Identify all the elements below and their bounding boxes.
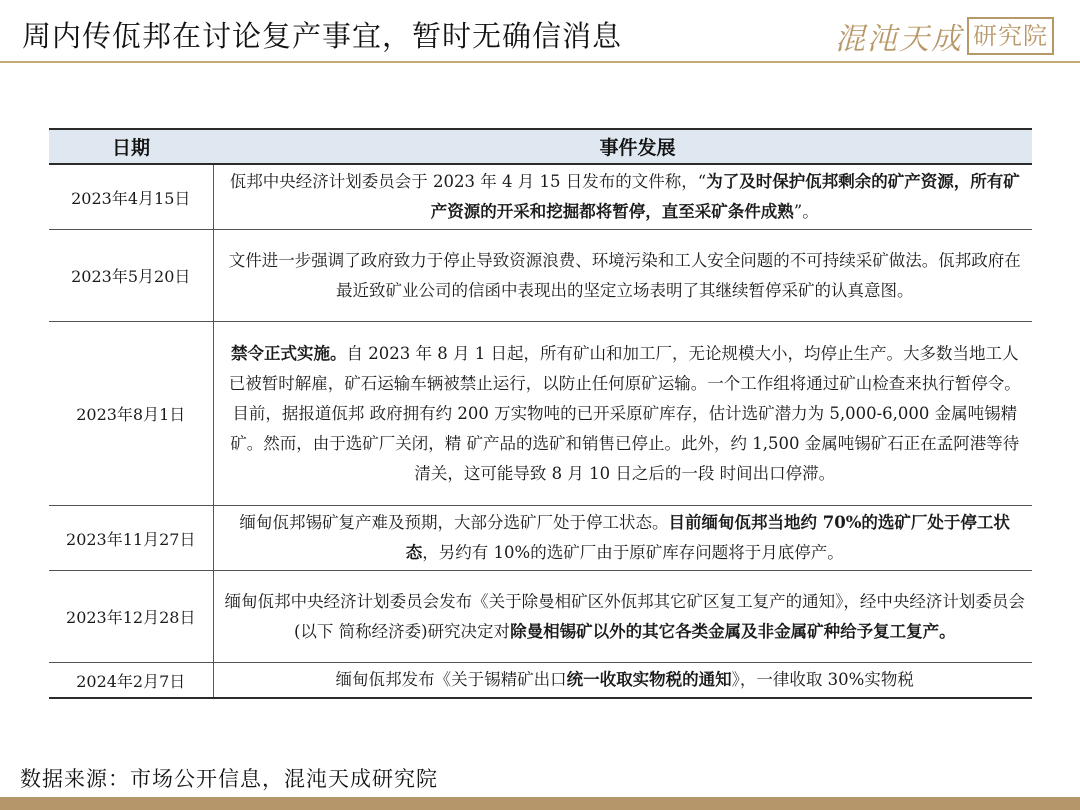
row-event-description xyxy=(213,663,1032,699)
event-text: 缅甸佤邦锡矿复产难及预期，大部分选矿厂处于停工状态。 xyxy=(239,513,669,532)
brand-logo xyxy=(835,14,1054,58)
event-text-bold: 统一收取实物税的通知 xyxy=(566,670,732,689)
row-date: 2023年5月20日 xyxy=(49,230,213,322)
event-text: ”。 xyxy=(793,202,819,221)
event-text-bold: 禁令正式实施。 xyxy=(231,343,347,363)
row-event-description xyxy=(213,164,1032,230)
table-row xyxy=(49,571,1032,663)
events-table xyxy=(49,128,1032,699)
event-text: 缅甸佤邦发布《关于锡精矿出口 xyxy=(335,670,567,689)
event-text-bold: 为了及时保护佤邦剩余的矿产资源，所有矿产资源的开采和挖掘都将暂停，直至采矿条件成熟 xyxy=(430,172,1020,221)
row-date: 2023年11月27日 xyxy=(49,506,213,571)
event-text-bold: 目前缅甸佤邦当地约 70%的选矿厂处于停工状态 xyxy=(405,513,1010,562)
row-event-description xyxy=(213,506,1032,571)
events-table-container xyxy=(49,128,1032,699)
row-event-description xyxy=(213,571,1032,663)
event-text-bold: 除曼相锡矿以外的其它各类金属及非金属矿种给予复工复产。 xyxy=(510,621,956,641)
table-row xyxy=(49,506,1032,571)
table-header-row xyxy=(49,129,1032,164)
event-text: 》，一律收取 30%实物税 xyxy=(731,670,914,689)
footer-bar xyxy=(0,797,1080,810)
table-row xyxy=(49,663,1032,699)
row-date: 2024年2月7日 xyxy=(49,663,213,699)
table-body xyxy=(49,164,1032,698)
page-title: 周内传佤邦在讨论复产事宜，暂时无确信消息 xyxy=(22,19,623,53)
table-row xyxy=(49,322,1032,506)
event-text: 佤邦中央经济计划委员会于 2023 年 4 月 15 日发布的文件称，“ xyxy=(229,172,707,191)
data-source-note: 数据来源：市场公开信息，混沌天成研究院 xyxy=(20,767,438,791)
row-event-description xyxy=(213,230,1032,322)
event-text: 缅甸佤邦中央经济计划委员会发布《关于除曼相矿区外佤邦其它矿区复工复产的通知》，经中央经济计划委员会(以下 简称经济委)研究决定对 xyxy=(224,591,1025,641)
page-header xyxy=(0,0,1080,62)
row-date: 2023年12月28日 xyxy=(49,571,213,663)
row-event-description xyxy=(213,322,1032,506)
logo-seal: 研究院 xyxy=(967,17,1054,55)
row-date: 2023年4月15日 xyxy=(49,164,213,230)
row-date: 2023年8月1日 xyxy=(49,322,213,506)
logo-text: 混沌天成 xyxy=(835,22,963,57)
event-text: 文件进一步强调了政府致力于停止导致资源浪费、环境污染和工人安全问题的不可持续采矿做法。佤邦政府在最近致矿业公司的信函中表现出的坚定立场表明了其继续暂停采矿的认真意图。 xyxy=(228,250,1021,300)
table-row xyxy=(49,164,1032,230)
header-divider xyxy=(0,61,1080,63)
event-text: ，另约有 10%的选矿厂由于原矿库存问题将于月底停产。 xyxy=(422,543,844,562)
column-header-event: 事件发展 xyxy=(213,129,1032,164)
table-row xyxy=(49,230,1032,322)
column-header-date: 日期 xyxy=(49,129,213,164)
event-text: 自 2023 年 8 月 1 日起，所有矿山和加工厂，无论规模大小，均停止生产。大多数当地工人已被暂时解雇，矿石运输车辆被禁止运行，以防止任何原矿运输。一个工作组将通过矿山检查来执行暂停令。目前，据报道佤邦 政府拥有约 200 万实物吨的已开采原矿库存，估计选矿潜力为 5,000-6,000 金属吨锡精矿。然而，由于选矿厂关闭，精 矿产品的选矿和销售已停止。此外，约 1,500 金属吨锡矿石正在孟阿港等待清关，这可能导致 8 月 10 日之后的一段 时间出口停滞。 xyxy=(228,343,1021,483)
